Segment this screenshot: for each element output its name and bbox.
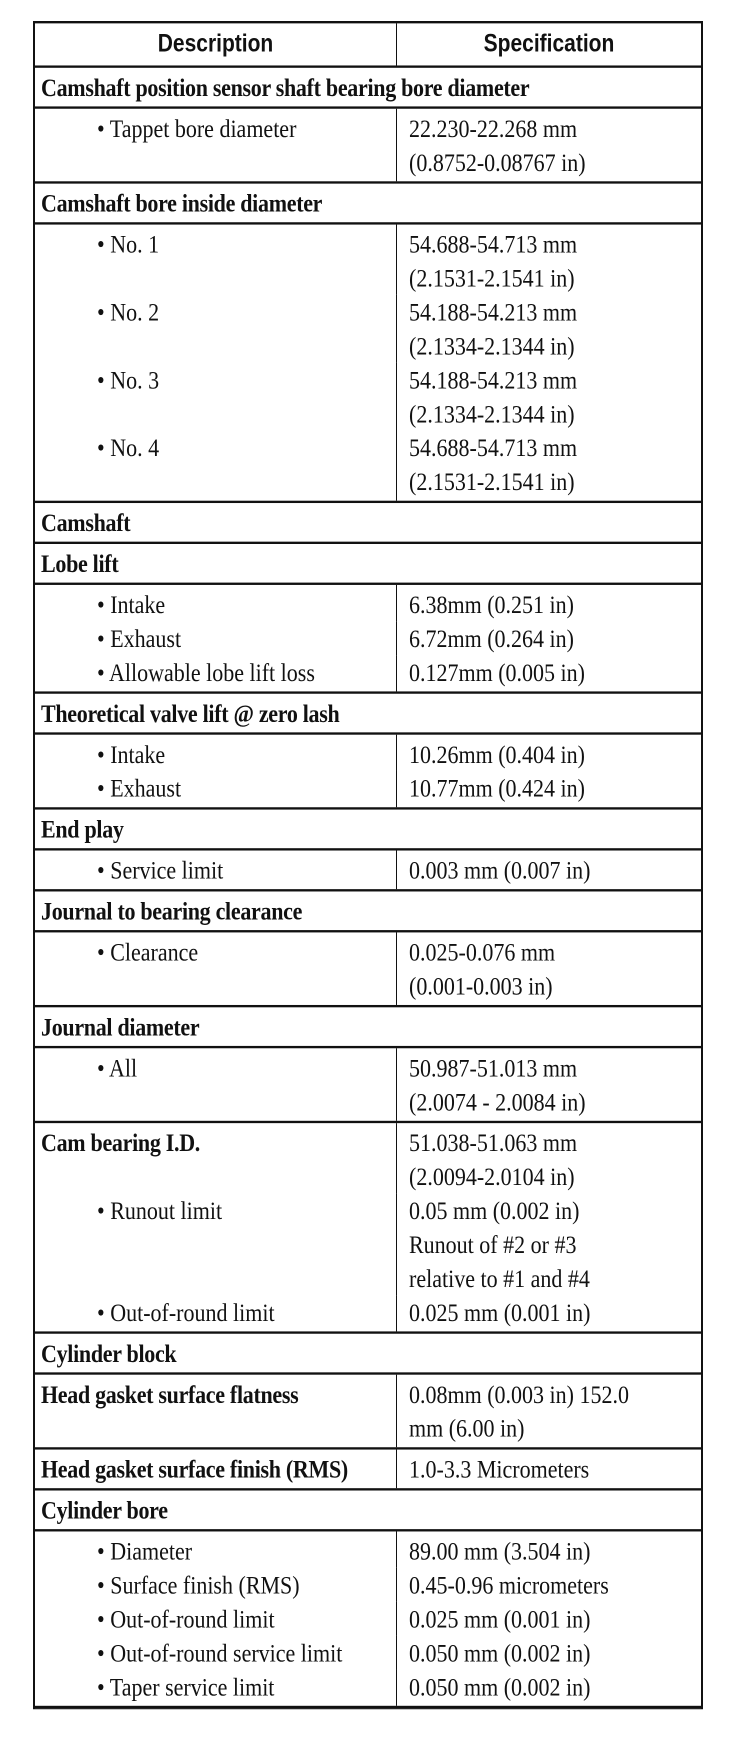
item-spec [397,735,701,771]
item-label: • Clearance [35,932,397,1005]
item-label: • Taper service limit [35,1670,397,1706]
header-specification: Specification [483,30,615,58]
spec-line: 51.038-51.063 mm [409,1127,578,1158]
item-label: • Out-of-round limit [35,1602,397,1636]
item-label: • Intake [35,735,397,771]
table-row [35,1531,701,1708]
item-label: • Diameter [35,1531,397,1567]
item-label: • Exhaust [35,621,397,655]
spec-line: 54.688-54.713 mm [409,432,578,463]
spec-line: 6.38mm (0.251 in) [409,589,574,619]
spec-line: 0.05 mm (0.002 in) [409,1195,580,1225]
item-spec [397,1123,701,1193]
table-row [35,1375,701,1450]
table-row [35,1450,701,1491]
item-spec [397,1048,701,1121]
section-heading: Camshaft bore inside diameter [35,184,701,225]
item-spec [397,655,701,691]
table-header [35,23,701,67]
spec-line: Runout of #2 or #3 [409,1229,577,1259]
item-label: • Tappet bore diameter [35,109,397,182]
spec-line: relative to #1 and #4 [409,1263,590,1293]
item-spec [397,109,701,182]
table-row [35,585,701,694]
spec-line: 10.26mm (0.404 in) [409,739,585,769]
section-heading: Camshaft position sensor shaft bearing bore diameter [35,68,701,109]
item-spec [397,431,701,501]
section-heading: Theoretical valve lift @ zero lash [35,694,701,735]
spec-line: (0.001-0.003 in) [409,971,553,1001]
spec-line: 0.025-0.076 mm [409,937,556,967]
spec-line: 54.688-54.713 mm [409,229,578,259]
spec-line: (2.0094-2.0104 in) [409,1161,575,1191]
section-heading: Lobe lift [35,544,701,585]
item-spec [397,851,701,890]
item-label: • Surface finish (RMS) [35,1568,397,1602]
item-label: • No. 2 [35,295,397,363]
item-label: • Allowable lobe lift loss [35,655,397,691]
spec-line: 10.77mm (0.424 in) [409,773,585,803]
section-heading: Cylinder bore [35,1491,701,1532]
item-spec [397,363,701,431]
item-label: • Runout limit [35,1193,397,1295]
item-label: Head gasket surface flatness [35,1375,397,1448]
spec-line: 0.025 mm (0.001 in) [409,1604,591,1634]
item-label: • Intake [35,585,397,621]
item-spec [397,1670,701,1706]
item-spec [397,295,701,363]
spec-line: mm (6.00 in) [409,1413,525,1443]
spec-line: (2.1531-2.1541 in) [409,263,575,293]
spec-line: 89.00 mm (3.504 in) [409,1536,591,1566]
item-label: • No. 3 [35,363,397,431]
item-label: • Service limit [35,851,397,890]
spec-line: 0.08mm (0.003 in) 152.0 [409,1379,629,1409]
table-row [35,1048,701,1123]
item-spec [397,225,701,295]
table-row [35,225,701,503]
table-row [35,932,701,1007]
specification-table [33,21,703,1709]
item-label: Head gasket surface finish (RMS) [35,1450,397,1489]
item-label: • All [35,1048,397,1121]
item-spec [397,1568,701,1602]
table-row [35,851,701,892]
spec-line: 22.230-22.268 mm [409,113,578,143]
item-spec [397,1375,701,1448]
item-label: • No. 4 [35,431,397,501]
item-spec [397,1531,701,1567]
item-label: • No. 1 [35,225,397,295]
item-spec [397,585,701,621]
spec-line: 0.050 mm (0.002 in) [409,1637,591,1668]
item-spec [397,1636,701,1670]
header-description: Description [35,23,397,65]
section-heading: Journal diameter [35,1007,701,1048]
spec-table-wrapper [33,21,703,1709]
item-label: • Exhaust [35,771,397,807]
section-heading: Cylinder block [35,1334,701,1375]
spec-line: 0.127mm (0.005 in) [409,657,585,687]
item-spec [397,771,701,807]
spec-line: 0.003 mm (0.007 in) [409,855,591,885]
table-row [35,735,701,810]
section-heading: End play [35,810,701,851]
spec-line: 1.0-3.3 Micrometers [409,1454,590,1484]
table-row [35,109,701,184]
spec-line: 6.72mm (0.264 in) [409,623,574,653]
item-label: • Out-of-round limit [35,1295,397,1331]
table-row [35,1123,701,1334]
item-spec [397,1193,701,1295]
spec-line: 54.188-54.213 mm [409,297,578,327]
item-spec [397,932,701,1005]
section-heading: Camshaft [35,503,701,544]
item-label: • Out-of-round service limit [35,1636,397,1670]
spec-line: 0.45-0.96 micrometers [409,1570,609,1600]
spec-line: 50.987-51.013 mm [409,1052,578,1083]
spec-line: (2.0074 - 2.0084 in) [409,1086,586,1117]
spec-line: (2.1334-2.1344 in) [409,398,575,429]
spec-line: 0.025 mm (0.001 in) [409,1297,591,1327]
section-heading: Journal to bearing clearance [35,891,701,932]
spec-line: (0.8752-0.08767 in) [409,147,586,177]
item-spec [397,1602,701,1636]
item-spec [397,1295,701,1331]
item-label: Cam bearing I.D. [35,1123,397,1193]
spec-line: 0.050 mm (0.002 in) [409,1671,591,1702]
item-spec [397,621,701,655]
spec-line: (2.1334-2.1344 in) [409,331,575,361]
item-spec [397,1450,701,1489]
spec-line: 54.188-54.213 mm [409,364,578,395]
spec-line: (2.1531-2.1541 in) [409,466,575,497]
